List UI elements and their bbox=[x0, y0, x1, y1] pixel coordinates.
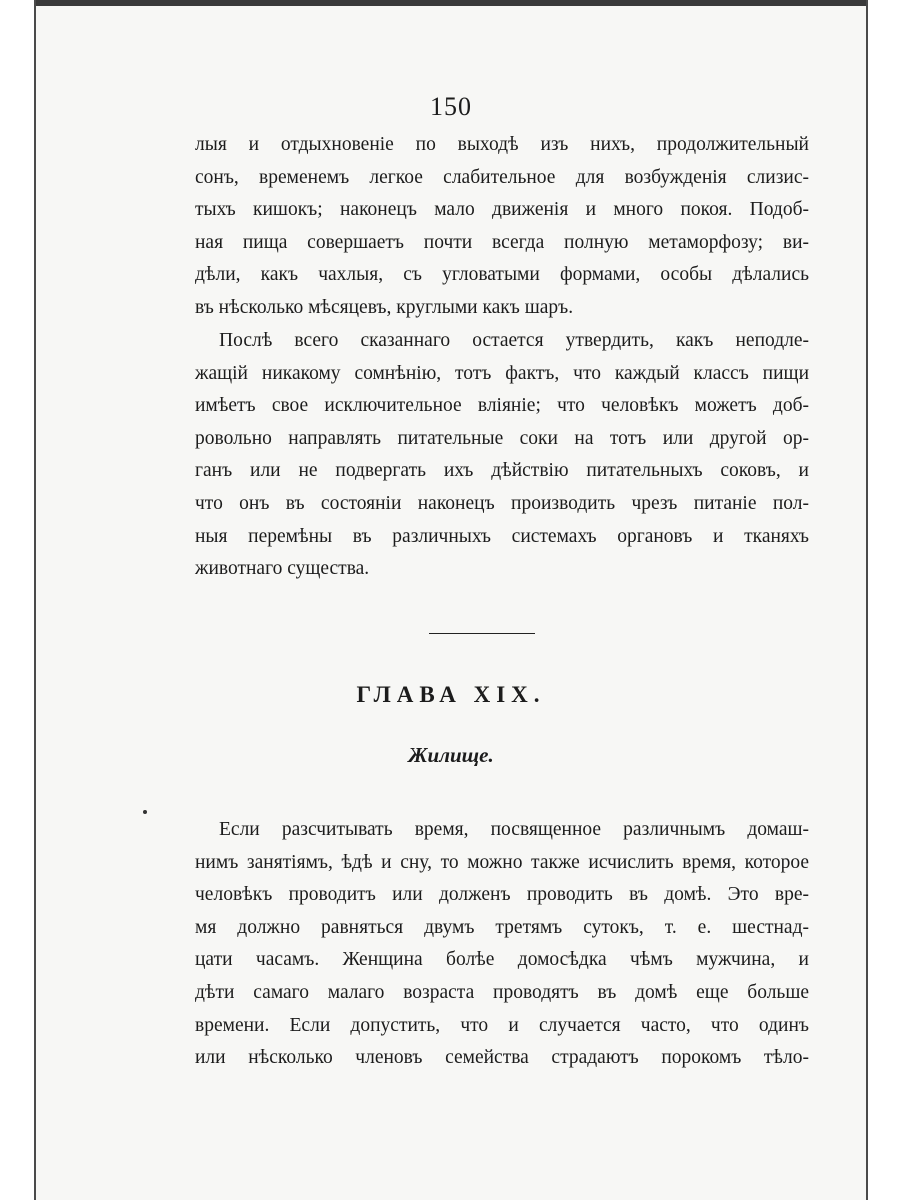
text-line: жащій никакому сомнѣнію, тотъ фактъ, что каждый классъ пищи bbox=[195, 362, 809, 384]
text-line: Послѣ всего сказаннаго остается утвердить, какъ неподле- bbox=[219, 330, 809, 351]
book-page bbox=[34, 0, 868, 1200]
text-line: животнаго существа. bbox=[195, 558, 370, 580]
text-line: ная пища совершаетъ почти всегда полную метаморфозу; ви- bbox=[195, 231, 809, 253]
chapter-heading: ГЛАВА XIX. bbox=[356, 682, 546, 707]
text-line: въ нѣсколько мѣсяцевъ, круглыми какъ шаръ. bbox=[195, 296, 574, 318]
page-number: 150 bbox=[430, 92, 472, 121]
text-line: что онъ въ состояніи наконецъ производить чрезъ питаніе пол- bbox=[195, 492, 809, 514]
text-line: тыхъ кишокъ; наконецъ мало движенія и много покоя. Подоб- bbox=[195, 199, 809, 221]
text-line: человѣкъ проводитъ или долженъ проводить въ домѣ. Это вре- bbox=[195, 884, 809, 906]
text-line: лыя и отдыхновеніе по выходѣ изъ нихъ, продолжительный bbox=[195, 134, 809, 155]
text-line: Если разсчитывать время, посвященное различнымъ домаш- bbox=[219, 819, 809, 840]
margin-mark bbox=[143, 810, 147, 814]
text-line: дѣти самаго малаго возраста проводятъ въ домѣ еще больше bbox=[195, 981, 809, 1003]
text-line: мя должно равняться двумъ третямъ сутокъ, т. е. шестнад- bbox=[195, 916, 809, 938]
paragraph-conclusion bbox=[195, 325, 809, 586]
text-line: дѣли, какъ чахлыя, съ угловатыми формами, особы дѣлались bbox=[195, 264, 809, 286]
paragraph-continued bbox=[195, 129, 809, 325]
text-line: или нѣсколько членовъ семейства страдаютъ порокомъ тѣло- bbox=[195, 1047, 809, 1069]
text-line: ганъ или не подвергать ихъ дѣйствію питательныхъ соковъ, и bbox=[195, 460, 809, 482]
text-line: сонъ, временемъ легкое слабительное для возбужденія слизис- bbox=[195, 166, 809, 188]
section-heading: Жилище. bbox=[408, 743, 494, 767]
text-line: нимъ занятіямъ, ѣдѣ и сну, то можно также исчислить время, которое bbox=[195, 851, 809, 873]
text-line: имѣетъ свое исключительное вліяніе; что человѣкъ можетъ доб- bbox=[195, 395, 809, 417]
section-divider bbox=[429, 633, 535, 634]
text-line: ныя перемѣны въ различныхъ системахъ органовъ и тканяхъ bbox=[195, 525, 809, 547]
text-line: ровольно направлять питательные соки на тотъ или другой ор- bbox=[195, 427, 809, 449]
text-line: цати часамъ. Женщина болѣе домосѣдка чѣмъ мужчина, и bbox=[195, 949, 809, 971]
paragraph-dwelling bbox=[195, 814, 809, 1075]
text-line: времени. Если допустить, что и случается часто, что одинъ bbox=[195, 1014, 809, 1036]
